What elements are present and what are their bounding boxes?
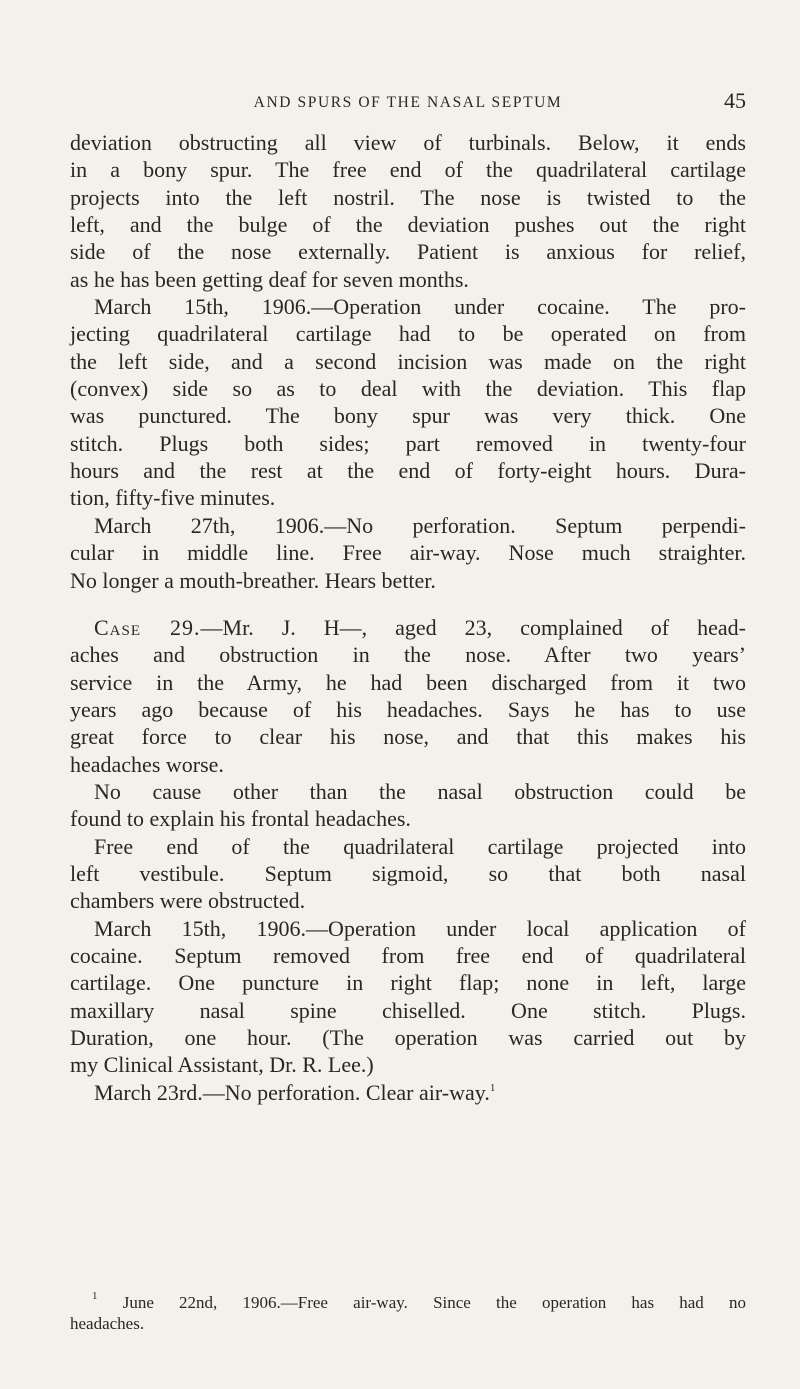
text-line: cular in middle line. Free air-way. Nose much straighter. — [70, 540, 746, 566]
text-line: deviation obstructing all view of turbinals. Below, it ends — [70, 130, 746, 155]
text-line: chambers were obstructed. — [70, 888, 306, 914]
text-line: No cause other than the nasal obstruction could be — [94, 778, 746, 804]
text-line: aches and obstruction in the nose. After two years’ — [70, 642, 746, 668]
footnote — [70, 1292, 746, 1334]
footnote-line: headaches. — [70, 1314, 145, 1333]
text-line: as he has been getting deaf for seven months. — [70, 266, 469, 292]
text-line: left, and the bulge of the deviation pushes out the right — [70, 212, 746, 238]
text-line: great force to clear his nose, and that this makes his — [70, 724, 746, 750]
text-line: projects into the left nostril. The nose is twisted to the — [70, 184, 746, 210]
running-title: AND SPURS OF THE NASAL SEPTUM — [253, 94, 563, 111]
text-line: hours and the rest at the end of forty-eight hours. Dura- — [70, 458, 746, 484]
text-line-with-note — [70, 1079, 746, 1106]
text-line: (convex) side so as to deal with the deviation. This flap — [70, 376, 746, 402]
text-line: my Clinical Assistant, Dr. R. Lee.) — [70, 1052, 374, 1078]
case-heading-line — [70, 614, 746, 641]
footnote-marker: 1 — [92, 1290, 98, 1302]
footnote-text: June 22nd, 1906.—Free air-way. Since the operation has had no — [122, 1293, 747, 1312]
text-line: the left side, and a second incision was made on the right — [70, 348, 746, 374]
page-number: 45 — [724, 88, 746, 113]
text-line: No longer a mouth-breather. Hears better. — [70, 567, 436, 593]
text-line: found to explain his frontal headaches. — [70, 806, 411, 832]
text-line: cartilage. One puncture in right flap; none in left, large — [70, 970, 746, 996]
text-line: in a bony spur. The free end of the quadrilateral cartilage — [70, 157, 746, 183]
text-line: tion, fifty-five minutes. — [70, 485, 276, 511]
text-line: March 15th, 1906.—Operation under cocaine. The pro- — [94, 294, 746, 320]
running-head — [70, 88, 746, 118]
text-line: left vestibule. Septum sigmoid, so that both nasal — [70, 860, 746, 886]
section-gap — [70, 594, 746, 614]
text-line: cocaine. Septum removed from free end of quadrilateral — [70, 942, 746, 968]
text-line: stitch. Plugs both sides; part removed in twenty-four — [70, 430, 746, 456]
text-line: Free end of the quadrilateral cartilage projected into — [94, 833, 746, 859]
text-line: maxillary nasal spine chiselled. One stitch. Plugs. — [70, 997, 746, 1023]
text-line: Duration, one hour. (The operation was carried out by — [70, 1025, 746, 1050]
text-line: March 27th, 1906.—No perforation. Septum perpendi- — [94, 512, 746, 538]
footnote-reference[interactable]: 1 — [489, 1081, 496, 1094]
text-line: jecting quadrilateral cartilage had to be operated on from — [70, 321, 746, 347]
text-fragment: March 23rd.—No perforation. Clear air-way. — [94, 1079, 490, 1105]
text-line: headaches worse. — [70, 751, 224, 777]
text-line: service in the Army, he had been discharged from it two — [70, 669, 746, 695]
text-line: March 15th, 1906.—Operation under local application of — [94, 915, 746, 941]
text-line: side of the nose externally. Patient is anxious for relief, — [70, 239, 746, 265]
case-label: Case 29. — [94, 614, 201, 640]
footnote-line — [70, 1292, 746, 1313]
text-line: was punctured. The bony spur was very thick. One — [70, 403, 746, 429]
text-line: years ago because of his headaches. Says he has to use — [70, 696, 746, 722]
body-text — [70, 129, 746, 1106]
text-fragment: —Mr. J. H—, aged 23, complained of head- — [200, 614, 746, 640]
